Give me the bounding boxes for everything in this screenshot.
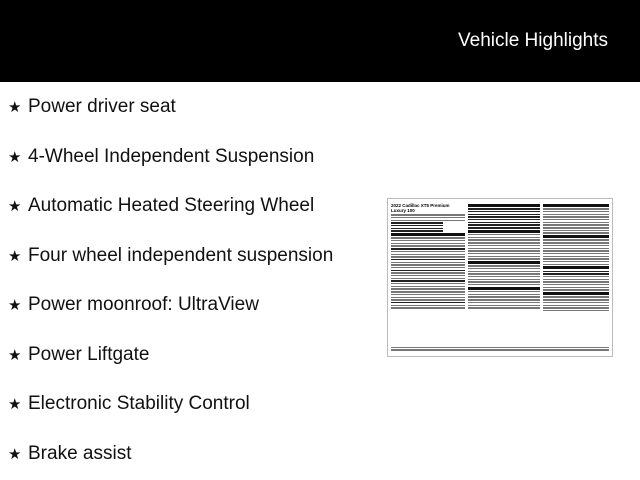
- star-icon: ★: [8, 99, 22, 116]
- feature-item: [8, 441, 131, 467]
- star-icon: ★: [8, 248, 22, 265]
- sticker-column-middle: [468, 203, 540, 310]
- sticker-column-right: [543, 203, 609, 313]
- feature-item: [8, 342, 149, 368]
- sticker-footer: [391, 345, 609, 352]
- star-icon: ★: [8, 297, 22, 314]
- feature-label: Brake assist: [28, 443, 132, 464]
- header-bar: [0, 0, 640, 82]
- feature-label: Power Liftgate: [28, 344, 150, 365]
- feature-item: [8, 193, 314, 219]
- star-icon: ★: [8, 347, 22, 364]
- feature-item: [8, 94, 176, 120]
- star-icon: ★: [8, 446, 22, 463]
- feature-item: [8, 144, 314, 170]
- star-icon: ★: [8, 198, 22, 215]
- star-icon: ★: [8, 149, 22, 166]
- window-sticker-image[interactable]: [387, 198, 613, 357]
- feature-item: [8, 292, 259, 318]
- feature-label: Power driver seat: [28, 96, 176, 117]
- star-icon: ★: [8, 396, 22, 413]
- page-title: Vehicle Highlights: [458, 30, 608, 51]
- feature-label: Four wheel independent suspension: [28, 245, 334, 266]
- feature-label: 4-Wheel Independent Suspension: [28, 146, 315, 167]
- feature-label: Electronic Stability Control: [28, 393, 250, 414]
- feature-item: [8, 391, 250, 417]
- sticker-column-left: [391, 203, 465, 310]
- feature-label: Automatic Heated Steering Wheel: [28, 195, 315, 216]
- feature-label: Power moonroof: UltraView: [28, 294, 259, 315]
- feature-item: [8, 243, 333, 269]
- sticker-title: 2022 Cadillac XT5 Premium Luxury 100: [391, 203, 450, 213]
